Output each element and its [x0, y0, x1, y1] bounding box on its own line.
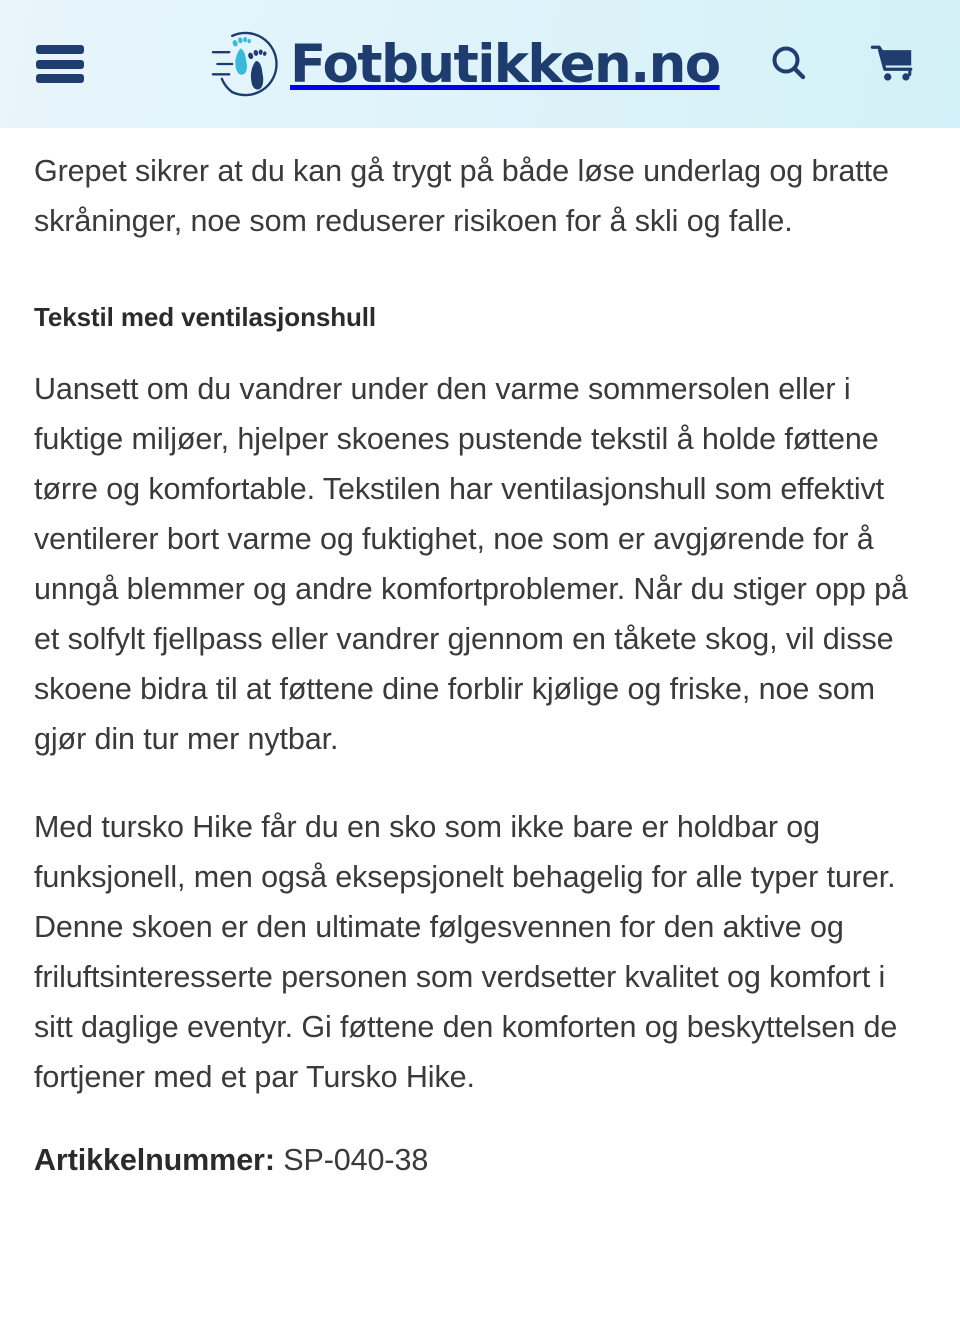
footprints-logo-icon: [210, 27, 284, 101]
product-description: [0, 128, 960, 1182]
hamburger-menu-icon[interactable]: [36, 45, 84, 83]
article-number-label: Artikkelnummer:: [34, 1143, 275, 1177]
description-paragraph-1: Grepet sikrer at du kan gå trygt på både løse underlag og bratte skråninger, noe som reduserer risikoen for å skli og falle.: [34, 154, 889, 238]
article-number-value: SP-040-38: [283, 1143, 429, 1177]
brand-logo-link[interactable]: [210, 27, 720, 101]
hamburger-bar-1: [36, 45, 84, 54]
cart-button[interactable]: [870, 41, 916, 87]
brand-name: Fotbutikken.no: [290, 33, 720, 95]
hamburger-bar-3: [36, 74, 84, 83]
search-button[interactable]: [766, 41, 812, 87]
hamburger-bar-2: [36, 60, 84, 69]
header-actions: [766, 41, 916, 87]
shopping-cart-icon: [870, 42, 916, 86]
section-heading-ventilation: Tekstil med ventilasjonshull: [34, 302, 377, 332]
article-number: [34, 1138, 926, 1182]
search-icon: [767, 42, 811, 86]
description-paragraph-3: Med tursko Hike får du en sko som ikke bare er holdbar og funksjonell, men også eksepsjonelt behagelig for alle typer turer. Denne skoen er den ultimate følgesvennen for den aktive og friluftsinteresserte personen som verdsetter kvalitet og komfort i sitt daglige eventyr. Gi føttene den komforten og beskyttelsen de fortjener med et par Tursko Hike.: [34, 810, 898, 1094]
description-paragraph-2: Uansett om du vandrer under den varme sommersolen eller i fuktige miljøer, hjelper skoenes pustende tekstil å holde føttene tørre og komfortable. Tekstilen har ventilasjonshull som effektivt ventilerer bort varme og fuktighet, noe som er avgjørende for å unngå blemmer og andre komfortproblemer. Når du stiger opp på et solfylt fjellpass eller vandrer gjennom en tåkete skog, vil disse skoene bidra til at føttene dine forblir kjølige og friske, noe som gjør din tur mer nytbar.: [34, 372, 908, 756]
site-header: [0, 0, 960, 128]
